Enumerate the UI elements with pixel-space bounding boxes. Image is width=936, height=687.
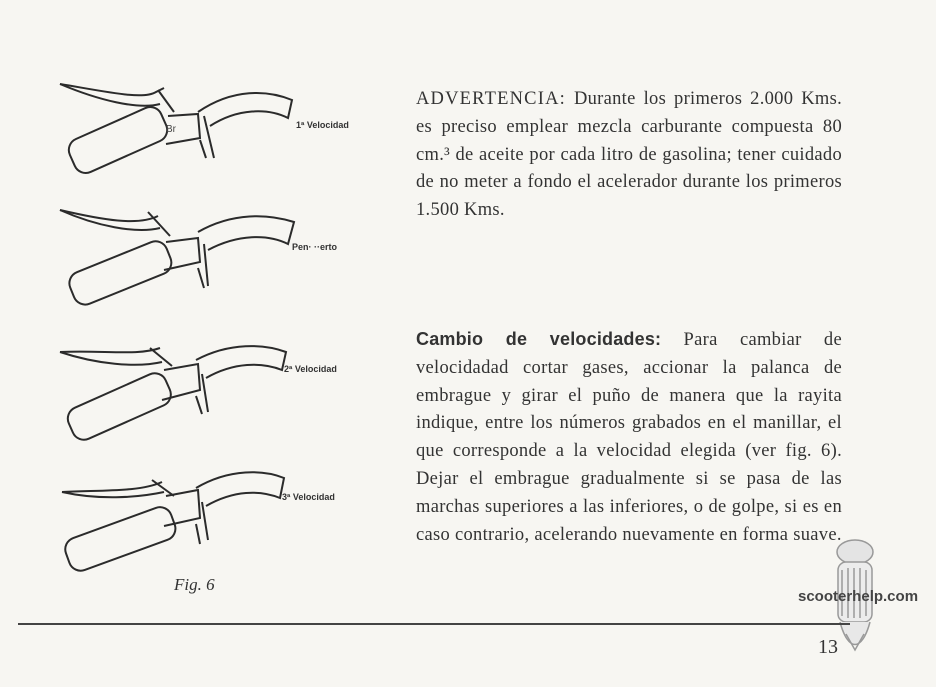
warning-paragraph	[416, 86, 842, 225]
gear-change-heading: Cambio de velocidades:	[416, 329, 662, 349]
handlebar-illustration-1	[48, 70, 378, 180]
warning-body: Durante los primeros 2.000 Kms. es preciso emplear mezcla carburante compuesta 80 cm.³ de aceite por cada litro de gasolina; tener cuidado de no meter a fondo el acelerador durante los primeros 1.500 Kms.	[416, 89, 842, 221]
svg-text:Br: Br	[166, 124, 176, 135]
handlebar-illustration-3	[48, 330, 378, 440]
warning-heading: ADVERTENCIA:	[416, 89, 566, 109]
page-number: 13	[818, 636, 838, 658]
gear-change-paragraph	[416, 326, 842, 549]
gear-label-3: 2ª Velocidad	[284, 364, 337, 374]
footer-rule	[18, 623, 850, 625]
figure-caption: Fig. 6	[174, 575, 215, 594]
handlebar-illustration-2	[48, 198, 378, 308]
gear-label-4: 3ª Velocidad	[282, 492, 335, 502]
gear-change-body: Para cambiar de velocidadad cortar gases, accionar la palanca de embrague y girar el puño de manera que la rayita indique, entre los números grabados en el manillar, el que corresponde a la velocidad elegida (ver fig. 6). Dejar el embrague gradualmente si se pasa de las marchas superiores a las inferiores, o de golpe, si es en caso contrario, acelerando nuevamente en forma suave.	[416, 330, 842, 545]
site-watermark: scooterhelp.com	[798, 588, 919, 605]
gear-label-2: Pen· ··erto	[292, 242, 337, 252]
gear-label-1: 1ª Velocidad	[296, 120, 349, 130]
handlebar-illustration-4	[48, 460, 378, 570]
